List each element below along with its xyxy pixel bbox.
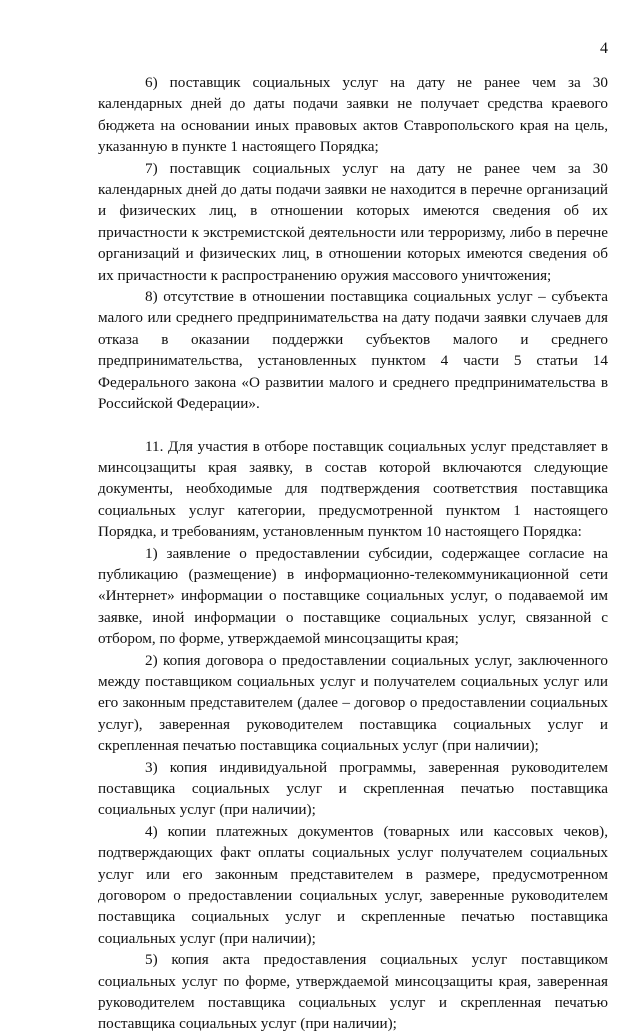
paragraph-clause-11: 11. Для участия в отборе поставщик социальных услуг представляет в минсоцзащиты края заявку, в состав которой включаются следующие документы, необходимые для подтверждения соответствия поставщика социальных услуг категории, предусмотренной пунктом 1 настоящего Порядка, и требованиям, установленным пунктом 10 настоящего Порядка:: [98, 437, 608, 541]
paragraph-subitem-1: 1) заявление о предоставлении субсидии, содержащее согласие на публикацию (размещение) в информационно-телекоммуникационной сети «Интернет» информации о поставщике социальных услуг, о подаваемой им заявке, иной информации о поставщике социальных услуг, связанной с отбором, по форме, утверждаемой минсоцзащиты края;: [98, 544, 608, 648]
document-body: [98, 72, 608, 1035]
paragraph-subitem-2: 2) копия договора о предоставлении социальных услуг, заключенного между поставщиком социальных услуг и получателем социальных услуг или его законным представителем (далее – договор о предоставлении социальных услуг), заверенная руководителем поставщика социальных услуг и скрепленная печатью поставщика социальных услуг (при наличии);: [98, 651, 608, 755]
paragraph-subitem-5: 5) копия акта предоставления социальных услуг поставщиком социальных услуг по форме, утверждаемой минсоцзащиты края, заверенная руководителем поставщика социальных услуг и скрепленная печатью поставщика социальных услуг (при наличии);: [98, 951, 608, 1033]
paragraph-item-6: 6) поставщик социальных услуг на дату не ранее чем за 30 календарных дней до даты подачи заявки не получает средства краевого бюджета на основании иных правовых актов Ставропольского края на цель, указанную в пункте 1 настоящего Порядка;: [98, 74, 608, 156]
page-number: 4: [600, 40, 608, 57]
paragraph-subitem-3: 3) копия индивидуальной программы, заверенная руководителем поставщика социальных услуг и скрепленная печатью поставщика социальных услуг (при наличии);: [98, 758, 608, 819]
paragraph-item-8: 8) отсутствие в отношении поставщика социальных услуг – субъекта малого или среднего предпринимательства на дату подачи заявки случаев для отказа в оказании поддержки субъектов малого и среднего предпринимательства, установленных пунктом 4 части 5 статьи 14 Федерального закона «О развитии малого и среднего предпринимательства в Российской Федерации».: [98, 288, 608, 413]
paragraph-item-7: 7) поставщик социальных услуг на дату не ранее чем за 30 календарных дней до даты подачи заявки не находится в перечне организаций и физических лиц, в отношении которых имеются сведения об их причастности к экстремистской деятельности или терроризму, либо в перечне организаций и физических лиц, в отношении которых имеются сведения об их причастности к распространению оружия массового уничтожения;: [98, 159, 608, 284]
paragraph-subitem-4: 4) копии платежных документов (товарных или кассовых чеков), подтверждающих факт оплаты социальных услуг получателем социальных услуг или его законным представителем в размере, предусмотренном договором о предоставлении социальных услуг, заверенные руководителем поставщика социальных услуг и скрепленные печатью поставщика социальных услуг (при наличии);: [98, 822, 608, 947]
